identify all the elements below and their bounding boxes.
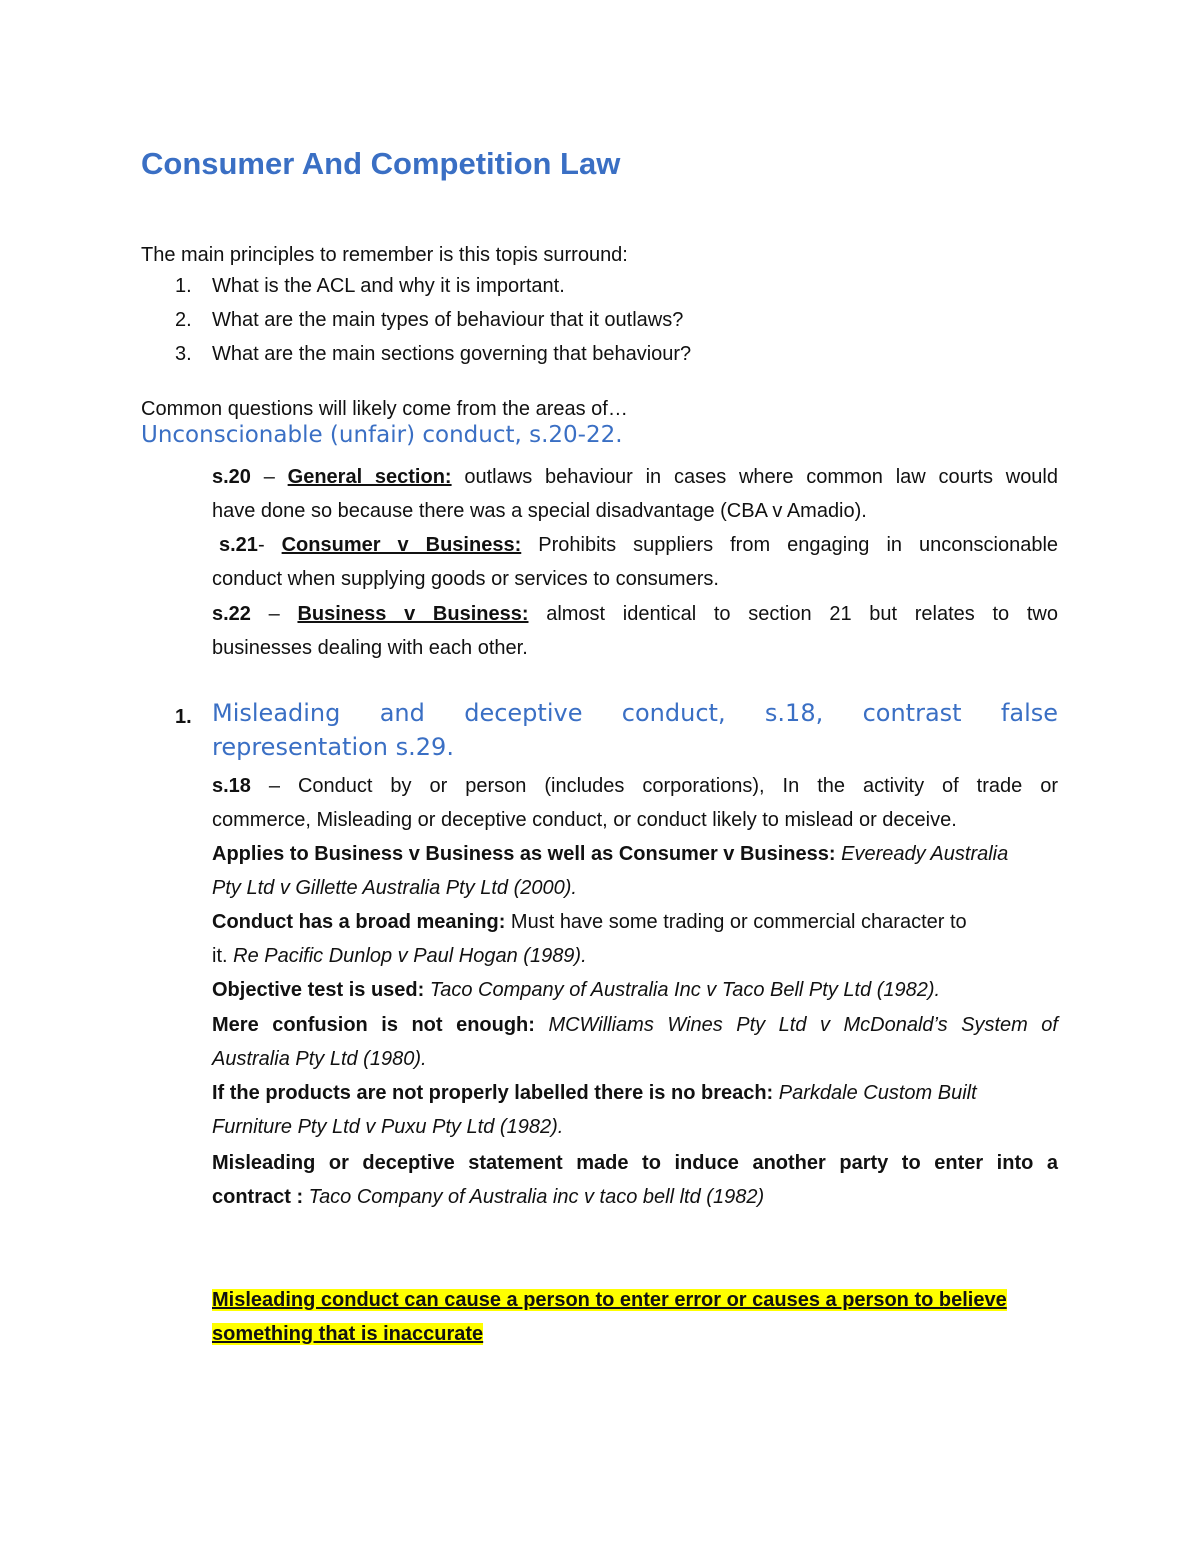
common-questions-text: Common questions will likely come from the areas of…	[141, 398, 628, 420]
list-item: What are the main sections governing that behaviour?	[212, 343, 692, 365]
intro-text: The main principles to remember is this topis surround:	[141, 244, 628, 266]
s22-paragraph-line1: s.22 – Business v Business: almost identical to section 21 but relates to two	[212, 603, 1058, 625]
applies-line1: Applies to Business v Business as well as Consumer v Business: Eveready Australia	[212, 843, 1009, 865]
confusion-line1: Mere confusion is not enough: MCWilliams Wines Pty Ltd v McDonald’s System of	[212, 1014, 1058, 1036]
s21-label: s.21	[219, 534, 258, 556]
applies-line2: Pty Ltd v Gillette Australia Pty Ltd (2000).	[212, 877, 577, 899]
list-number: 2.	[175, 309, 192, 331]
list-number: 1.	[175, 275, 192, 297]
list-number: 3.	[175, 343, 192, 365]
labelled-line2: Furniture Pty Ltd v Puxu Pty Ltd (1982).	[212, 1116, 564, 1138]
s20-term: General section:	[287, 466, 452, 488]
highlight-note-line2: something that is inaccurate	[212, 1323, 484, 1345]
s20-paragraph-line2: have done so because there was a special disadvantage (CBA v Amadio).	[212, 500, 867, 522]
s22-label: s.22	[212, 603, 251, 625]
objective-line: Objective test is used: Taco Company of Australia Inc v Taco Bell Pty Ltd (1982).	[212, 979, 941, 1001]
s22-term: Business v Business:	[297, 603, 529, 625]
list-item: What is the ACL and why it is important.	[212, 275, 565, 297]
highlight-note-line1: Misleading conduct can cause a person to enter error or causes a person to believe	[212, 1289, 1007, 1311]
section-heading-misleading-line2: representation s.29.	[212, 733, 454, 761]
labelled-line1: If the products are not properly labelled there is no breach: Parkdale Custom Built	[212, 1082, 977, 1104]
s20-paragraph-line1: s.20 – General section: outlaws behaviour in cases where common law courts would	[212, 466, 1058, 488]
s18-paragraph-line2: commerce, Misleading or deceptive conduct, or conduct likely to mislead or deceive.	[212, 809, 957, 831]
conduct-line1: Conduct has a broad meaning: Must have some trading or commercial character to	[212, 911, 967, 933]
s21-term: Consumer v Business:	[281, 534, 522, 556]
s22-paragraph-line2: businesses dealing with each other.	[212, 637, 528, 659]
section-heading-misleading-line1: Misleading and deceptive conduct, s.18, contrast false	[212, 699, 1058, 727]
conduct-line2: it. Re Pacific Dunlop v Paul Hogan (1989).	[212, 945, 587, 967]
page-title: Consumer And Competition Law	[141, 146, 621, 181]
confusion-line2: Australia Pty Ltd (1980).	[212, 1048, 427, 1070]
list-item: What are the main types of behaviour that it outlaws?	[212, 309, 684, 331]
section-number: 1.	[175, 706, 192, 728]
s21-paragraph-line1: s.21- Consumer v Business: Prohibits suppliers from engaging in unconscionable	[219, 534, 1059, 556]
s18-label: s.18	[212, 775, 251, 797]
induce-line1: Misleading or deceptive statement made to induce another party to enter into a	[212, 1152, 1058, 1174]
s21-paragraph-line2: conduct when supplying goods or services to consumers.	[212, 568, 719, 590]
s20-label: s.20	[212, 466, 251, 488]
section-heading-unconscionable: Unconscionable (unfair) conduct, s.20-22.	[141, 422, 623, 448]
s18-paragraph-line1: s.18 – Conduct by or person (includes corporations), In the activity of trade or	[212, 775, 1058, 797]
induce-line2: contract : Taco Company of Australia inc v taco bell ltd (1982)	[212, 1186, 765, 1208]
